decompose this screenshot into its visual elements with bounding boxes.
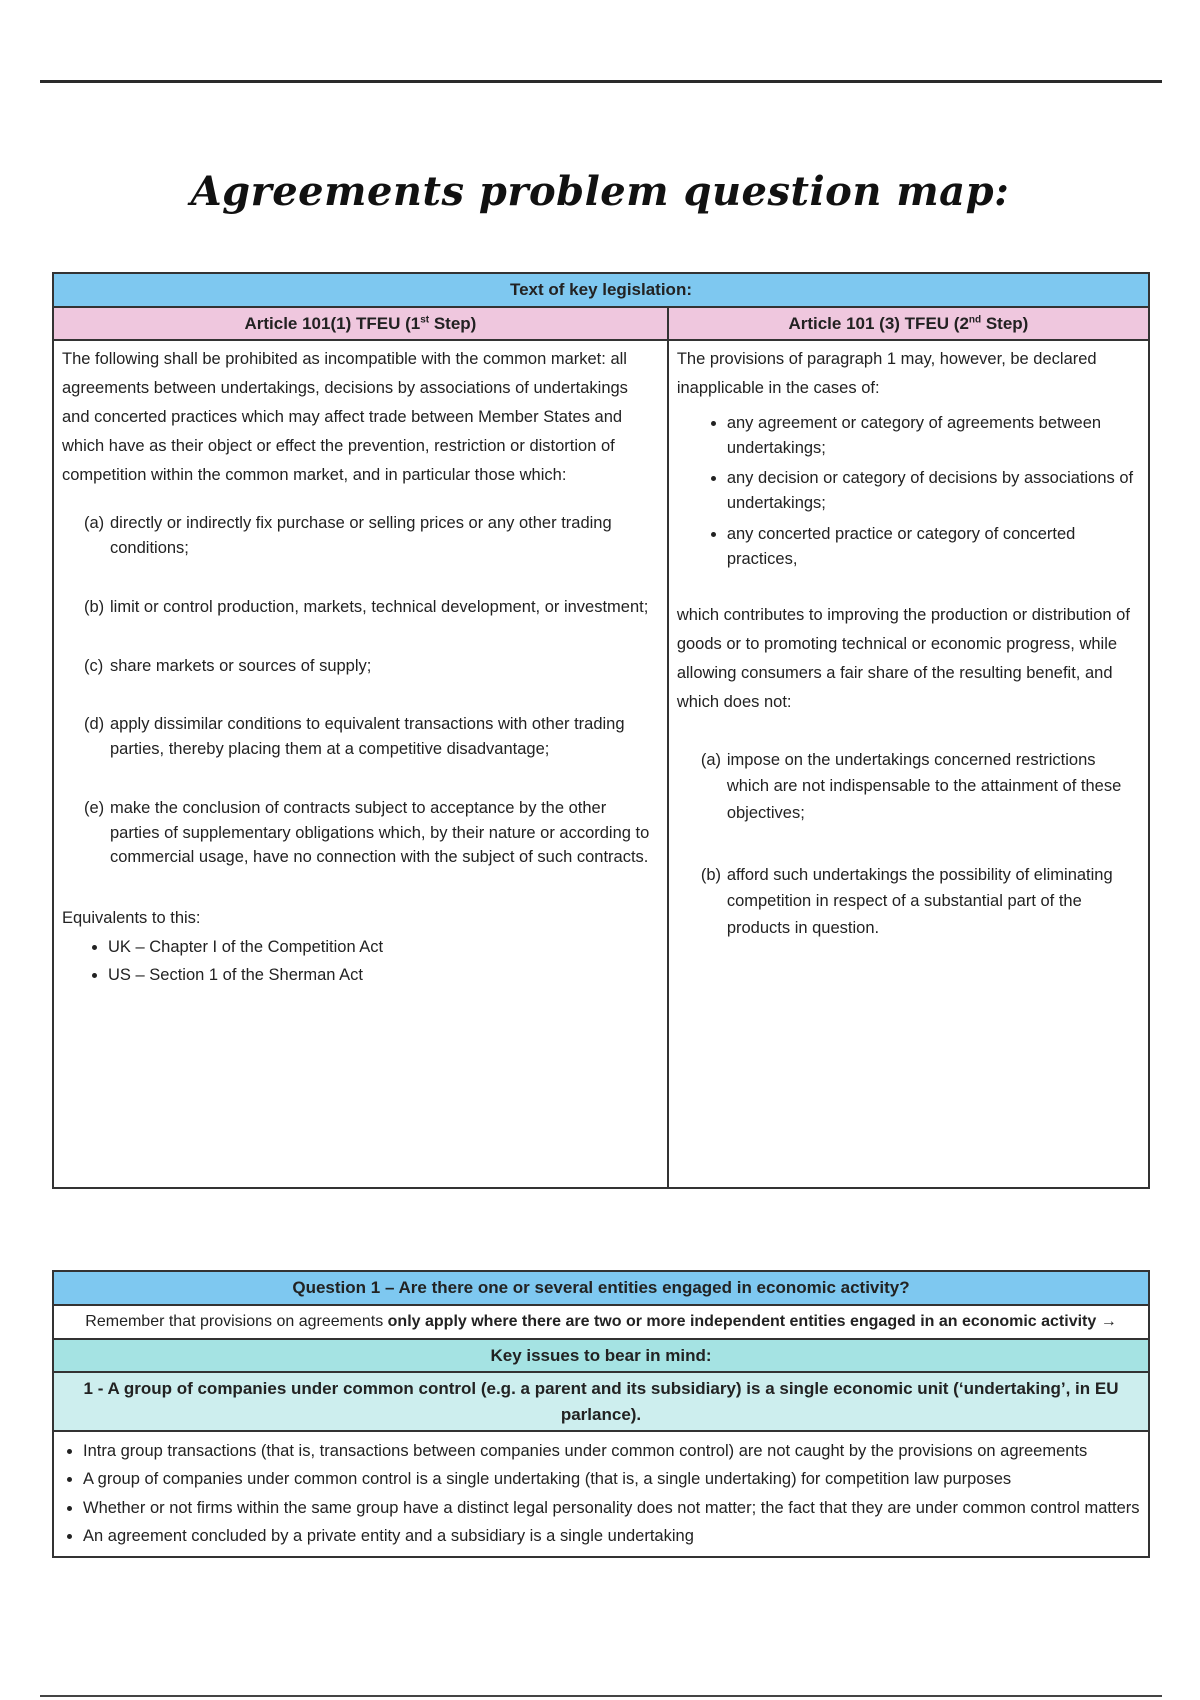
item-text: make the conclusion of contracts subject to acceptance by the other parties of supplementary obligations which, by their nature or according to commercial usage, have no connection with the subject of such contracts.	[110, 798, 650, 867]
article-101-1-title: Article 101(1) TFEU (1	[244, 313, 421, 333]
list-item: • UK – Chapter I of the Competition Act	[108, 935, 659, 961]
reminder-text: Remember that provisions on agreements	[85, 1312, 388, 1330]
list-item	[84, 796, 659, 870]
list-item: • A group of companies under common control is a single undertaking (that is, a single undertaking) for competition law purposes	[83, 1465, 1147, 1493]
equivalents-list	[62, 935, 659, 988]
item-text: limit or control production, markets, technical development, or investment;	[110, 597, 649, 616]
article-101-3-middle: which contributes to improving the production or distribution of goods or to promoting technical or economic progress, while allowing consumers a fair share of the resulting benefit, and which does not:	[676, 606, 1130, 711]
issue-1-list	[55, 1437, 1147, 1551]
article-101-3-intro: The provisions of paragraph 1 may, however, be declared inapplicable in the cases of:	[676, 350, 1097, 397]
issue-1-points	[53, 1431, 1149, 1557]
article-101-1-list	[62, 511, 659, 870]
list-item: • An agreement concluded by a private entity and a subsidiary is a single undertaking	[83, 1522, 1147, 1550]
article-101-3-tail: Step)	[981, 313, 1029, 333]
item-text: directly or indirectly fix purchase or selling prices or any other trading conditions;	[110, 514, 612, 558]
page-title: Agreements problem question map:	[190, 168, 1010, 215]
list-item	[84, 595, 659, 620]
list-item: • US – Section 1 of the Sherman Act	[108, 963, 659, 989]
list-item: • any concerted practice or category of concerted practices,	[727, 522, 1140, 572]
item-text: share markets or sources of supply;	[110, 656, 372, 675]
list-item	[84, 511, 659, 561]
list-item	[84, 712, 659, 762]
article-101-3-bullets	[677, 411, 1140, 572]
article-101-3-title: Article 101 (3) TFEU (2	[788, 313, 969, 333]
list-item: • any agreement or category of agreements between undertakings;	[727, 411, 1140, 461]
item-text: apply dissimilar conditions to equivalent transactions with other trading parties, thereby placing them at a competitive disadvantage;	[110, 715, 625, 759]
article-101-3-text	[668, 340, 1149, 1188]
question-1-table	[52, 1270, 1150, 1558]
item-label: (b)	[700, 865, 721, 884]
article-101-1-sup: st	[420, 313, 430, 325]
key-issues-header: Key issues to bear in mind:	[53, 1339, 1149, 1373]
article-101-3-header	[668, 307, 1149, 341]
legislation-header: Text of key legislation:	[53, 273, 1149, 307]
list-item: • Intra group transactions (that is, transactions between companies under common control) are not caught by the provisions on agreements	[83, 1437, 1147, 1465]
item-label: (a)	[84, 514, 105, 533]
article-101-1-tail: Step)	[429, 313, 477, 333]
article-101-3-sup: nd	[968, 313, 982, 325]
list-item	[701, 862, 1140, 941]
item-text: afford such undertakings the possibility of eliminating competition in respect of a substantial part of the products in question.	[726, 865, 1113, 937]
question-1-header: Question 1 – Are there one or several entities engaged in economic activity?	[53, 1271, 1149, 1305]
article-101-1-intro: The following shall be prohibited as incompatible with the common market: all agreements between undertakings, decisions by associations of undertakings and concerted practices which may affect trade between Member States and which have as their object or effect the prevention, restriction or distortion of competition within the common market, and in particular those which:	[62, 350, 628, 484]
list-item	[84, 654, 659, 679]
top-rule	[40, 80, 1162, 83]
list-item	[701, 747, 1140, 826]
item-label: (c)	[84, 656, 104, 675]
list-item: • any decision or category of decisions by associations of undertakings;	[727, 466, 1140, 516]
item-label: (d)	[84, 715, 105, 734]
article-101-3-list	[677, 747, 1140, 941]
issue-1-header: 1 - A group of companies under common control (e.g. a parent and its subsidiary) is a single economic unit (‘undertaking’, in EU parlance).	[53, 1372, 1149, 1431]
legislation-table	[52, 272, 1150, 1189]
bottom-rule	[40, 1695, 1162, 1697]
list-item: • Whether or not firms within the same group have a distinct legal personality does not matter; the fact that they are under common control matters	[83, 1494, 1147, 1522]
equivalents-label: Equivalents to this:	[62, 909, 201, 928]
article-101-1-header	[53, 307, 668, 341]
item-label: (a)	[700, 750, 721, 769]
question-1-reminder	[53, 1305, 1149, 1339]
reminder-emphasis: only apply where there are two or more independent entities engaged in an economic activity →	[387, 1312, 1117, 1330]
item-label: (b)	[84, 597, 105, 616]
item-label: (e)	[84, 798, 105, 817]
article-101-1-text	[53, 340, 668, 1188]
item-text: impose on the undertakings concerned restrictions which are not indispensable to the attainment of these objectives;	[726, 750, 1122, 822]
